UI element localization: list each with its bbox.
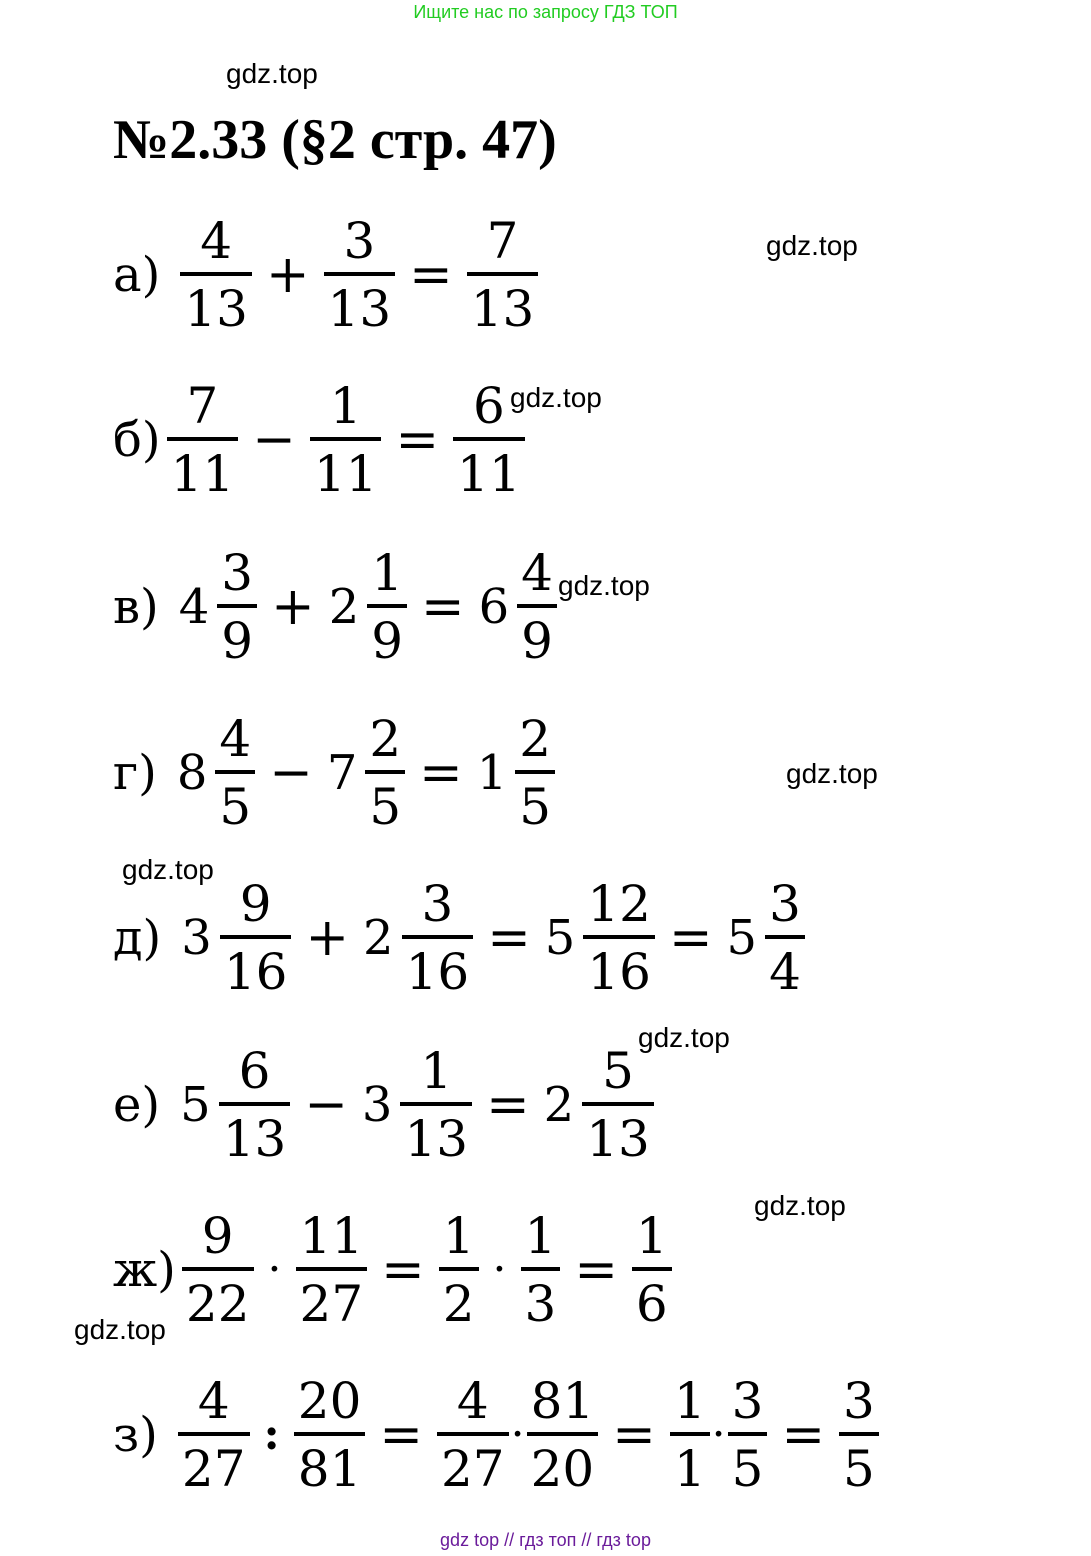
- fraction: $\frac{9}{16}$: [220, 879, 292, 997]
- item-label: е): [113, 1077, 161, 1133]
- watermark: gdz.top: [558, 570, 650, 601]
- item-label: а): [113, 247, 161, 303]
- item-label: в): [113, 579, 159, 635]
- equals-sign: =: [574, 1240, 618, 1300]
- fraction: $\frac{7}{11}$: [167, 381, 239, 499]
- fraction: $\frac{4}{5}$: [215, 714, 255, 832]
- watermark: gdz.top: [122, 854, 214, 885]
- result-fraction: $\frac{3}{4}$: [765, 879, 805, 997]
- fraction: $\frac{3}{5}$: [728, 1376, 768, 1494]
- fraction: $\frac{4}{13}$: [180, 216, 252, 334]
- multiply-sign: ·: [267, 1244, 282, 1295]
- result-fraction: $\frac{1}{6}$: [632, 1211, 672, 1329]
- fraction: $\frac{11}{27}$: [296, 1211, 368, 1329]
- exercise-b: [113, 370, 525, 510]
- equals-sign: =: [381, 1240, 425, 1300]
- top-banner: Ищите нас по запросу ГДЗ ТОП: [413, 2, 678, 22]
- equals-sign: =: [612, 1405, 656, 1465]
- equals-sign: =: [379, 1405, 423, 1465]
- multiply-sign: ·: [492, 1244, 507, 1295]
- exercise-z: [113, 1365, 879, 1505]
- watermark: gdz.top: [226, 58, 318, 89]
- equals-sign: =: [419, 743, 463, 803]
- item-label: д): [113, 910, 162, 966]
- result-fraction: $\frac{5}{13}$: [582, 1046, 654, 1164]
- equals-sign: =: [486, 1075, 530, 1135]
- fraction: $\frac{2}{5}$: [365, 714, 405, 832]
- multiply-sign: ·: [711, 1409, 726, 1460]
- item-label: ж): [113, 1242, 176, 1298]
- whole-part: 5: [544, 910, 576, 966]
- fraction: $\frac{1}{13}$: [400, 1046, 472, 1164]
- equals-sign: =: [409, 245, 453, 305]
- operator: +: [271, 577, 315, 637]
- exercise-zh: [113, 1200, 672, 1340]
- exercise-e: [113, 1035, 654, 1175]
- fraction: $\frac{12}{16}$: [583, 879, 655, 997]
- whole-part: 3: [361, 1077, 393, 1133]
- fraction: $\frac{9}{22}$: [182, 1211, 254, 1329]
- result-fraction: $\frac{3}{5}$: [839, 1376, 879, 1494]
- whole-part: 6: [478, 579, 510, 635]
- whole-part: 2: [543, 1077, 575, 1133]
- result-fraction: $\frac{6}{11}$: [453, 381, 525, 499]
- watermark: gdz.top: [638, 1022, 730, 1053]
- fraction: $\frac{3}{16}$: [402, 879, 474, 997]
- item-label: б): [113, 412, 161, 468]
- fraction: $\frac{81}{20}$: [527, 1376, 599, 1494]
- fraction: $\frac{4}{27}$: [437, 1376, 509, 1494]
- fraction: $\frac{3}{9}$: [217, 548, 257, 666]
- multiply-sign: ·: [510, 1409, 525, 1460]
- divide-sign: :: [263, 1409, 280, 1460]
- operator: −: [269, 743, 313, 803]
- operator: +: [265, 245, 310, 305]
- result-fraction: $\frac{2}{5}$: [515, 714, 555, 832]
- whole-part: 2: [363, 910, 394, 966]
- fraction: $\frac{1}{1}$: [670, 1376, 710, 1494]
- equals-sign: =: [781, 1405, 826, 1465]
- watermark: gdz.top: [766, 230, 858, 261]
- operator: −: [304, 1075, 348, 1135]
- operator: −: [252, 410, 296, 470]
- exercise-g: [113, 703, 555, 843]
- exercise-a: [113, 205, 538, 345]
- equals-sign: =: [395, 410, 440, 470]
- whole-part: 7: [326, 745, 358, 801]
- operator: +: [305, 908, 350, 968]
- result-fraction: $\frac{4}{9}$: [517, 548, 557, 666]
- watermark: gdz.top: [786, 758, 878, 789]
- page-title: №2.33 (§2 стр. 47): [113, 109, 557, 171]
- result-fraction: $\frac{7}{13}$: [467, 216, 539, 334]
- watermark: gdz.top: [510, 382, 602, 413]
- whole-part: 2: [328, 579, 360, 635]
- exercise-d: [113, 868, 805, 1008]
- equals-sign: =: [668, 908, 713, 968]
- footer-links[interactable]: gdz top // гдз топ // гдз top: [440, 1530, 651, 1550]
- item-label: г): [113, 745, 157, 801]
- whole-part: 5: [180, 1077, 211, 1133]
- whole-part: 3: [181, 910, 212, 966]
- whole-part: 8: [176, 745, 208, 801]
- watermark: gdz.top: [754, 1190, 846, 1221]
- whole-part: 4: [178, 579, 210, 635]
- whole-part: 5: [726, 910, 758, 966]
- whole-part: 1: [476, 745, 508, 801]
- watermark: gdz.top: [74, 1314, 166, 1345]
- fraction: $\frac{20}{81}$: [294, 1376, 366, 1494]
- equals-sign: =: [487, 908, 531, 968]
- fraction: $\frac{1}{2}$: [439, 1211, 479, 1329]
- exercise-v: [113, 537, 557, 677]
- fraction: $\frac{1}{3}$: [521, 1211, 561, 1329]
- fraction: $\frac{1}{11}$: [310, 381, 382, 499]
- fraction: $\frac{6}{13}$: [219, 1046, 291, 1164]
- item-label: з): [113, 1407, 158, 1463]
- fraction: $\frac{4}{27}$: [178, 1376, 250, 1494]
- fraction: $\frac{1}{9}$: [367, 548, 407, 666]
- fraction: $\frac{3}{13}$: [324, 216, 396, 334]
- equals-sign: =: [421, 577, 465, 637]
